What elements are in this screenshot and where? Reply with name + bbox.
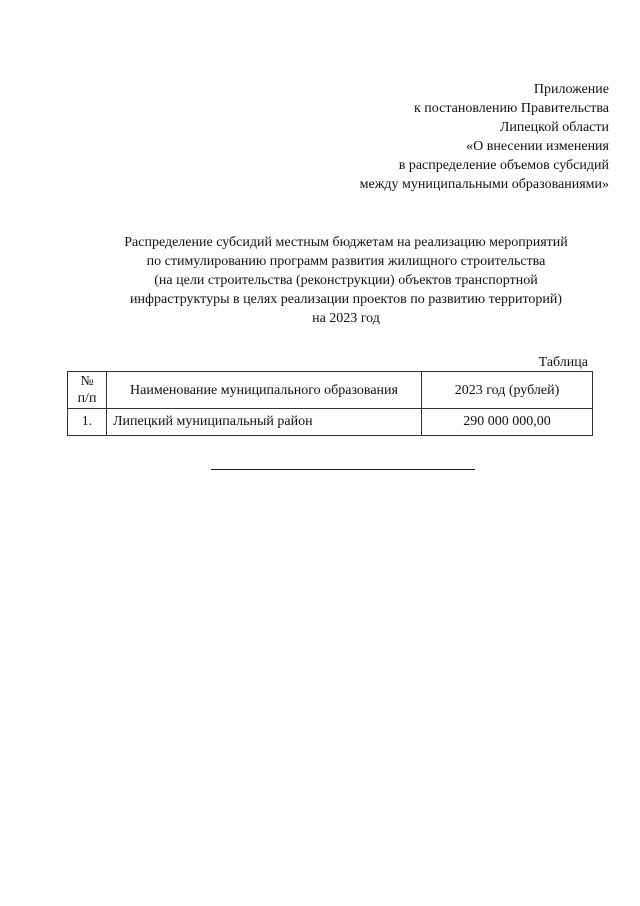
title-line: по стимулированию программ развития жилищного строительства bbox=[146, 254, 546, 269]
header-amount: 2023 год (рублей) bbox=[422, 372, 593, 409]
closing-divider bbox=[211, 469, 475, 470]
header-number bbox=[68, 372, 107, 409]
appendix-line: «О внесении изменения bbox=[466, 139, 609, 154]
appendix-line: в распределение объемов субсидий bbox=[398, 158, 609, 173]
appendix-line: Липецкой области bbox=[499, 120, 609, 135]
title-line: инфраструктуры в целях реализации проектов по развитию территорий) bbox=[129, 292, 563, 307]
title-line: (на цели строительства (реконструкции) объектов транспортной bbox=[154, 273, 538, 288]
appendix-line: между муниципальными образованиями» bbox=[359, 177, 609, 192]
title-line: на 2023 год bbox=[312, 311, 380, 326]
table-header-row bbox=[68, 372, 593, 409]
header-name: Наименование муниципального образования bbox=[107, 372, 422, 409]
table-row bbox=[68, 409, 593, 436]
subsidy-table bbox=[67, 371, 593, 436]
header-number-line1: № bbox=[80, 374, 94, 389]
row-amount: 290 000 000,00 bbox=[422, 409, 593, 436]
table-caption: Таблица bbox=[538, 355, 588, 370]
row-number: 1. bbox=[68, 409, 107, 436]
row-name: Липецкий муниципальный район bbox=[107, 409, 422, 436]
appendix-header bbox=[360, 80, 609, 194]
title-line: Распределение субсидий местным бюджетам на реализацию мероприятий bbox=[124, 235, 568, 250]
header-number-line2: п/п bbox=[77, 391, 97, 406]
document-title bbox=[90, 233, 602, 328]
appendix-line: Приложение bbox=[533, 82, 609, 97]
appendix-line: к постановлению Правительства bbox=[413, 101, 609, 116]
